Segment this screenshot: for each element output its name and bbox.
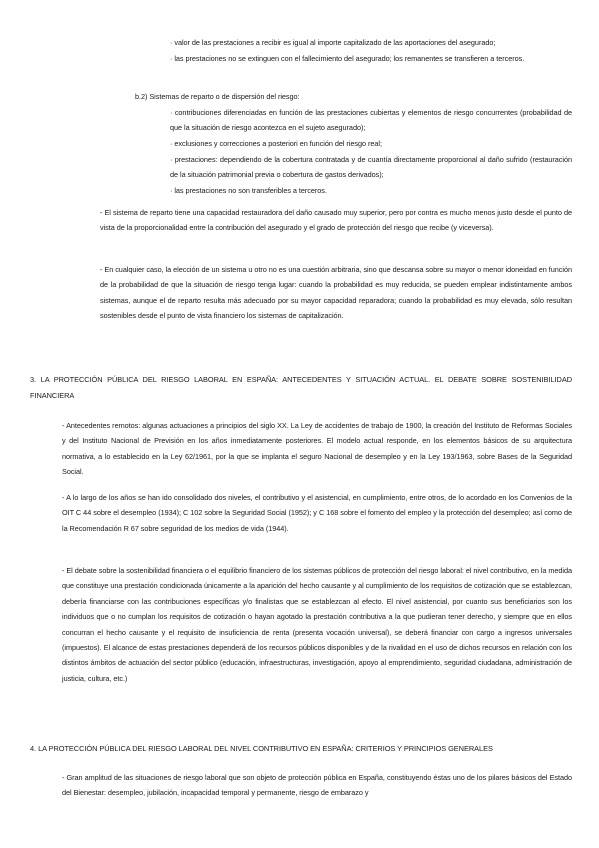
bullet-capitalization-transfer: · las prestaciones no se extinguen con el fallecimiento del asegurado; los remanentes se transfieren a terceros. bbox=[170, 54, 525, 63]
bullet-benefits-coverage: · prestaciones: dependiendo de la cobertura contratada y de cuantía directamente proporcional al daño sufrido (restauración de la situación patrimonial previa o cobertura de gastos derivados); bbox=[170, 155, 572, 180]
bullet-benefits-not-transferable: · las prestaciones no son transferibles a terceros. bbox=[170, 186, 327, 195]
section-4-heading: 4. LA PROTECCIÓN PÚBLICA DEL RIESGO LABORAL DEL NIVEL CONTRIBUTIVO EN ESPAÑA: CRITERIOS Y PRINCIPIOS GENERALES bbox=[30, 744, 493, 753]
bullet-exclusions-corrections: · exclusiones y correcciones a posteriori en función del riesgo real; bbox=[170, 139, 382, 148]
paragraph-risk-scope: - Gran amplitud de las situaciones de riesgo laboral que son objeto de protección pública en España, constituyendo éstas uno de los pilares básicos del Estado del Bienestar: desempleo, jubilación, incapacidad temporal y permanente, riesgo de embarazo y bbox=[62, 773, 572, 798]
section-3-heading: 3. LA PROTECCIÓN PÚBLICA DEL RIESGO LABORAL EN ESPAÑA: ANTECEDENTES Y SITUACIÓN ACTUAL. EL DEBATE SOBRE SOSTENIBILIDAD FINANCIERA bbox=[30, 375, 572, 400]
paragraph-two-levels: - A lo largo de los años se han ido consolidado dos niveles, el contributivo y el asistencial, en cumplimiento, entre otros, de lo acordado en los Convenios de la OIT C 44 sobre el desempleo (1934); C 102 sobre la Seguridad Social (1952); y C 168 sobre el fomento del empleo y la protección del desempleo; así como de la Recomendación R 67 sobre seguridad de los medios de vida (1944). bbox=[62, 493, 572, 533]
bullet-capitalization-value: · valor de las prestaciones a recibir es igual al importe capitalizado de las aportaciones del asegurado; bbox=[170, 38, 496, 47]
paragraph-sustainability-debate: - El debate sobre la sostenibilidad financiera o el equilibrio financiero de los sistemas públicos de protección del riesgo laboral: el nivel contributivo, en la medida que constituye una prestación condicionada únicamente a la aparición del hecho causante y al cumplimiento de los requisitos de cotización que se establezcan, debería financiarse con las contribuciones específicas y/o finalistas que se establezcan al efecto. El nivel asistencial, por cuanto sus beneficiarios son los individuos que o no cumplan los requisitos de cotización o hayan agotado la prestación contributiva a la que pudieran tener derecho, y siempre que en ellos concurran el hecho causante y el requisito de insuficiencia de renta (presenta vocación universal), se deberá financiar con cargo a ingresos universales (impuestos). El alcance de estas prestaciones dependerá de los recursos públicos disponibles y de la rivalidad en el uso de dichos recursos en relación con los distintos ámbitos de actuación del sector público (educación, infraestructuras, investigación, apoyo al emprendimiento, seguridad ciudadana, administración de justicia, cultura, etc.) bbox=[62, 566, 572, 683]
bullet-differentiated-contributions: · contribuciones diferenciadas en función de las prestaciones cubiertas y elementos de riesgo concurrentes (probabilidad de que la situación de riesgo acontezca en el sujeto asegurado); bbox=[170, 108, 572, 133]
paragraph-system-choice: - En cualquier caso, la elección de un sistema u otro no es una cuestión arbitraria, sino que descansa sobre su mayor o menor idoneidad en función de la probabilidad de que la situación de riesgo tenga lugar: cuando la probabilidad es muy reducida, se pueden emplear indistintamente ambos sistemas, aunque el de reparto resulta más adecuado por su mayor capacidad reparadora; cuando la probabilidad es muy elevada, sólo resultan sostenibles desde el punto de vista financiero los sistemas de capitalización. bbox=[100, 265, 572, 321]
paragraph-reparto-capacity: - El sistema de reparto tiene una capacidad restauradora del daño causado muy superior, pero por contra es mucho menos justo desde el punto de vista de la proporcionalidad entre la contribución del asegurado y el grado de protección del riesgo que recibe (y viceversa). bbox=[100, 208, 572, 233]
paragraph-remote-antecedents: - Antecedentes remotos: algunas actuaciones a principios del siglo XX. La Ley de accidentes de trabajo de 1900, la creación del Instituto de Reformas Sociales y del Instituto Nacional de Previsión en los años inmediatamente posteriores. El modelo actual responde, en los elementos básicos de su arquitectura normativa, a lo establecido en la Ley 62/1961, por la que se implanta el seguro Nacional de desempleo y en la Ley 193/1963, sobre Bases de la Seguridad Social. bbox=[62, 421, 572, 477]
subsection-b2-heading: b.2) Sistemas de reparto o de dispersión del riesgo: bbox=[135, 92, 300, 101]
